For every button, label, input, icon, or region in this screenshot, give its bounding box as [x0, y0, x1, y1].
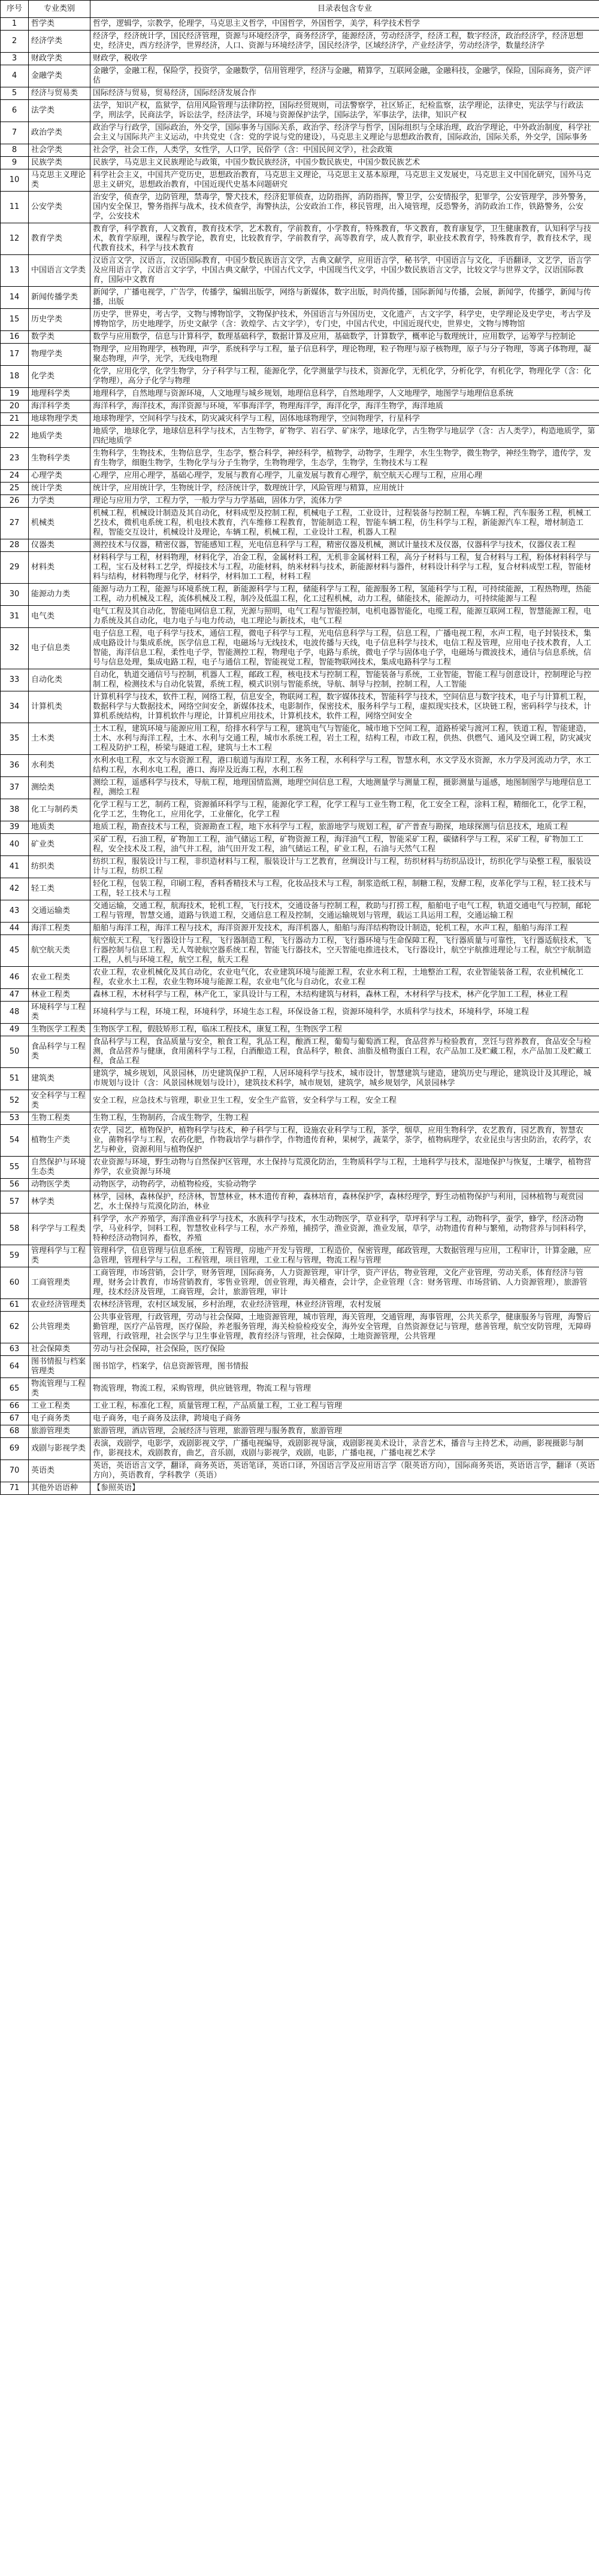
- row-category: 食品科学与工程类: [29, 1036, 90, 1068]
- row-number: 27: [1, 508, 29, 539]
- row-number: 36: [1, 755, 29, 777]
- table-row: [1, 723, 599, 755]
- row-majors: 经济学，经济统计学，国民经济管理，资源与环境经济学，商务经济学，能源经济，劳动经济学，经济工程，数字经济，政治经济学，经济思想史，经济史，西方经济学，世界经济，人口、资源与环境经济学，国民经济学，区域经济学，产业经济学，劳动经济学，数量经济学: [90, 31, 599, 53]
- table-row: [1, 1299, 599, 1312]
- row-number: 51: [1, 1068, 29, 1090]
- row-category: 地球物理学类: [29, 413, 90, 426]
- row-category: 计算机类: [29, 691, 90, 723]
- table-row: [1, 669, 599, 691]
- row-majors: 公共事业管理，行政管理，劳动与社会保障，土地资源管理，城市管理，海关管理，交通管理，海事管理，公共关系学，健康服务与管理，海警后勤管理，医疗产品管理，医疗保险，养老服务管理，海关检验检疫安全，海外安全管理，自然资源登记与管理，慈善管理，航空安防管理，无障碍管理，行政管理，社会医学与卫生事业管理，教育经济与管理，社会保障，土地资源管理，公共管理: [90, 1312, 599, 1343]
- row-category: 轻工类: [29, 878, 90, 900]
- row-number: 70: [1, 1460, 29, 1482]
- table-row: [1, 366, 599, 388]
- row-majors: 土木工程，建筑环境与能源应用工程，给排水科学与工程，建筑电气与智能化，城市地下空间工程，道路桥梁与渡河工程，铁道工程，智能建造，土木、水利与海洋工程，土木、水利与交通工程，城市水系统工程，岩土工程，结构工程，市政工程，供热、供燃气、通风及空调工程，防灾减灾工程及防护工程，桥梁与隧道工程，建筑与土木工程: [90, 723, 599, 755]
- header-majors: 目录表包含专业: [90, 1, 599, 18]
- row-number: 48: [1, 1002, 29, 1024]
- row-majors: 哲学，逻辑学，宗教学，伦理学，马克思主义哲学，中国哲学，外国哲学，美学，科学技术哲学: [90, 18, 599, 31]
- row-category: 心理学类: [29, 470, 90, 483]
- row-category: 林学类: [29, 1191, 90, 1213]
- row-majors: 历史学，世界史，考古学，文物与博物馆学，文物保护技术，外国语言与外国历史，文化遗产，古文字学，科学史，史学理论及史学史，考古学及博物馆学，历史地理学，历史文献学（含：敦煌学、古文字学），专门史，中国古代史，中国近现代史，世界史，文物与博物馆: [90, 309, 599, 331]
- row-majors: 心理学，应用心理学，基础心理学，发展与教育心理学，儿童发展与教育心理学，航空航天心理与工程，应用心理: [90, 470, 599, 483]
- table-row: [1, 1112, 599, 1125]
- table-row: [1, 1245, 599, 1267]
- row-number: 28: [1, 539, 29, 552]
- row-number: 37: [1, 777, 29, 799]
- row-category: 电子信息类: [29, 628, 90, 669]
- table-row: [1, 1312, 599, 1343]
- row-number: 34: [1, 691, 29, 723]
- table-row: [1, 1356, 599, 1378]
- row-category: 交通运输类: [29, 900, 90, 923]
- row-category: 地质学类: [29, 426, 90, 448]
- row-category: 工业工程类: [29, 1400, 90, 1413]
- row-number: 46: [1, 967, 29, 989]
- table-row: [1, 539, 599, 552]
- row-majors: 数学与应用数学，信息与计算科学，数理基础科学，数据计算及应用，基础数学，计算数学，概率论与数理统计，应用数学，运筹学与控制论: [90, 331, 599, 344]
- row-number: 40: [1, 834, 29, 856]
- row-majors: 民族学，马克思主义民族理论与政策，中国少数民族经济，中国少数民族史，中国少数民族艺术: [90, 157, 599, 169]
- row-majors: 科学学，水产养殖学，海洋渔业科学与技术，水族科学与技术，水生动物医学，草业科学，草坪科学与工程，动物科学，蚕学，蜂学，经济动物学，马业科学，饲料工程，智慧牧业科学与工程，水产养殖，捕捞学，渔业资源，渔业发展，草学，动物遗传育种与繁殖，动物营养与饲料科学，特种经济动物饲养，畜牧，养殖: [90, 1213, 599, 1245]
- row-majors: 农林经济管理，农村区域发展，乡村治理，农业经济管理，林业经济管理，农村发展: [90, 1299, 599, 1312]
- row-category: 电气类: [29, 606, 90, 628]
- row-majors: 测控技术与仪器，精密仪器，智能感知工程，光电信息科学与工程，精密仪器及机械，测试计量技术及仪器，仪器科学与技术，仪器仪表工程: [90, 539, 599, 552]
- row-category: 马克思主义理论类: [29, 169, 90, 192]
- row-number: 3: [1, 53, 29, 65]
- table-row: [1, 1425, 599, 1438]
- row-majors: 化学工程与工艺，制药工程，资源循环科学与工程，能源化学工程，化学工程与工业生物工程，化工安全工程，涂料工程，精细化工，化学工程，化学工艺，生物化工，应用化学，工业催化，化学工程: [90, 799, 599, 821]
- row-category: 经济学类: [29, 31, 90, 53]
- table-row: [1, 413, 599, 426]
- row-category: 自然保护与环境生态类: [29, 1157, 90, 1179]
- table-row: [1, 1213, 599, 1245]
- row-majors: 纺织工程，服装设计与工程，非织造材料与工程，服装设计与工艺教育，丝绸设计与工程，纺织材料与纺织品设计，纺织化学与染整工程，服装设计与工程，纺织工程: [90, 856, 599, 878]
- row-majors: 电子信息工程，电子科学与技术，通信工程，微电子科学与工程，光电信息科学与工程，信息工程，广播电视工程，水声工程，电子封装技术，集成电路设计与集成系统，医学信息工程，电磁场与无线技术，电波传播与天线，电子信息科学与技术，电信工程及管理，应用电子技术教育，人工智能，海洋信息工程，柔性电子学，智能测控工程，物理电子学，电路与系统，微电子学与固体电子学，电磁场与微波技术，通信与信息系统，信号与信息处理，集成电路工程，电子与通信工程，智能视觉工程，智能物联网技术，集成电路科学与工程: [90, 628, 599, 669]
- table-row: [1, 1157, 599, 1179]
- row-majors: 地理科学，自然地理与资源环境，人文地理与城乡规划，地理信息科学，自然地理学，人文地理学，地图学与地理信息系统: [90, 388, 599, 400]
- row-number: 15: [1, 309, 29, 331]
- row-majors: 农业工程，农业机械化及其自动化，农业电气化，农业建筑环境与能源工程，农业水利工程，土地整治工程，农业智能装备工程，农业机械化工程，农业水土工程，农业生物环境与能源工程，农业电气化与自动化，农业工程: [90, 967, 599, 989]
- table-row: [1, 1036, 599, 1068]
- row-number: 11: [1, 192, 29, 223]
- table-row: [1, 989, 599, 1002]
- table-row: [1, 755, 599, 777]
- row-majors: 轻化工程，包装工程，印刷工程，香料香精技术与工程，化妆品技术与工程，制浆造纸工程，制糖工程，发酵工程，皮革化学与工程，轻工技术与工程，轻工技术与工程: [90, 878, 599, 900]
- table-row: [1, 935, 599, 967]
- row-number: 67: [1, 1413, 29, 1425]
- row-majors: 劳动与社会保障，社会保险，医疗保险: [90, 1343, 599, 1356]
- table-row: [1, 900, 599, 923]
- row-category: 动物医学类: [29, 1179, 90, 1191]
- row-category: 图书情报与档案管理类: [29, 1356, 90, 1378]
- row-majors: 化学，应用化学，化学生物学，分子科学与工程，能源化学，化学测量学与技术，资源化学，无机化学，分析化学，有机化学，物理化学（含：化学物理），高分子化学与物理: [90, 366, 599, 388]
- row-category: 林业工程类: [29, 989, 90, 1002]
- row-majors: 治安学，侦查学，边防管理，禁毒学，警犬技术，经济犯罪侦查，边防指挥，消防指挥，警卫学，公安情报学，犯罪学，公安管理学，涉外警务，国内安全保卫，警务指挥与战术，技术侦查学，海警执法，公安政治工作，移民管理，出入境管理，反恐警务，消防政治工作，铁路警务，公安学，公安技术: [90, 192, 599, 223]
- row-category: 物流管理与工程类: [29, 1378, 90, 1400]
- row-majors: 生物医学工程，假肢矫形工程，临床工程技术，康复工程，生物医学工程: [90, 1024, 599, 1036]
- row-number: 44: [1, 923, 29, 935]
- table-row: [1, 344, 599, 366]
- row-number: 66: [1, 1400, 29, 1413]
- row-category: 地质类: [29, 821, 90, 834]
- header-category: 专业类别: [29, 1, 90, 18]
- row-category: 社会学类: [29, 144, 90, 157]
- row-majors: 统计学，应用统计学，生物统计学，经济统计学，数理统计学，风险管理与精算，应用统计: [90, 483, 599, 495]
- row-majors: 食品科学与工程，食品质量与安全，粮食工程，乳品工程，酿酒工程，葡萄与葡萄酒工程，食品营养与检验教育，烹饪与营养教育，食品安全与检测，食品营养与健康，食用菌科学与工程，白酒酿造工程，食品科学，粮食、油脂及植物蛋白工程，农产品加工及贮藏工程，水产品加工及贮藏工程，食品工程: [90, 1036, 599, 1068]
- row-number: 30: [1, 584, 29, 606]
- row-category: 教育学类: [29, 223, 90, 255]
- row-category: 地理科学类: [29, 388, 90, 400]
- row-number: 47: [1, 989, 29, 1002]
- row-majors: 林学，园林，森林保护，经济林，智慧林业，林木遗传育种，森林培育，森林保护学，森林经理学，野生动植物保护与利用，园林植物与观赏园艺，水土保持与荒漠化防治，林业: [90, 1191, 599, 1213]
- row-category: 经济与贸易类: [29, 87, 90, 100]
- table-row: [1, 144, 599, 157]
- row-majors: 农业资源与环境，野生动物与自然保护区管理，水土保持与荒漠化防治，生物质科学与工程，土地科学与技术，湿地保护与恢复，土壤学，植物营养学，农业资源与环境: [90, 1157, 599, 1179]
- table-row: [1, 628, 599, 669]
- row-majors: 森林工程，木材科学与工程，林产化工，家具设计与工程，木结构建筑与材料，森林工程，木材科学与技术，林产化学加工工程，林业工程: [90, 989, 599, 1002]
- row-majors: 生物科学，生物技术，生物信息学，生态学，整合科学，神经科学，植物学，动物学，生理学，水生生物学，微生物学，神经生物学，遗传学，发育生物学，细胞生物学，生物化学与分子生物学，生物物理学，生态学，生物学，生物技术与工程: [90, 448, 599, 470]
- row-number: 2: [1, 31, 29, 53]
- row-majors: 农学，园艺，植物保护，植物科学与技术，种子科学与工程，设施农业科学与工程，茶学，烟草，应用生物科学，农艺教育，园艺教育，智慧农业，菌物科学与工程，农药化肥，作物栽培学与耕作学，作物遗传育种，果树学，蔬菜学，茶学，植物病理学，农业昆虫与害虫防治，农药学，农艺与种业，资源利用与植物保护: [90, 1125, 599, 1157]
- row-majors: 政治学与行政学，国际政治，外交学，国际事务与国际关系，政治学、经济学与哲学，国际组织与全球治理，政治学理论，中外政治制度，科学社会主义与国际共产主义运动，中共党史（含：党的学说与党的建设），马克思主义理论与思想政治教育，国际政治，国际关系，外交学，国际事务: [90, 122, 599, 144]
- row-majors: 建筑学，城乡规划，风景园林，历史建筑保护工程，人居环境科学与技术，城市设计，智慧建筑与建造，建筑历史与理论，建筑设计及其理论，城市规划与设计（含：风景园林规划与设计），建筑技术科学，城市规划，建筑学，城乡规划学，风景园林学: [90, 1068, 599, 1090]
- row-number: 52: [1, 1090, 29, 1112]
- row-number: 24: [1, 470, 29, 483]
- row-number: 16: [1, 331, 29, 344]
- table-row: [1, 1267, 599, 1299]
- table-row: [1, 157, 599, 169]
- row-number: 62: [1, 1312, 29, 1343]
- table-row: [1, 552, 599, 584]
- row-majors: 航空航天工程，飞行器设计与工程，飞行器制造工程，飞行器动力工程，飞行器环境与生命保障工程，飞行器质量与可靠性，飞行器适航技术，飞行器控制与信息工程，无人驾驶航空器系统工程，智能飞行器技术，空天智能电推进技术，飞行器设计，航空宇航推进理论与工程，航空宇航制造工程，人机与环境工程，航空工程，航天工程: [90, 935, 599, 967]
- row-category: 戏剧与影视学类: [29, 1438, 90, 1460]
- row-number: 43: [1, 900, 29, 923]
- row-number: 13: [1, 255, 29, 287]
- row-category: 统计学类: [29, 483, 90, 495]
- row-majors: 地质学，地球化学，地球信息科学与技术，古生物学，矿物学、岩石学、矿床学，地球化学，古生物学与地层学（含：古人类学），构造地质学，第四纪地质学: [90, 426, 599, 448]
- row-category: 生物医学工程类: [29, 1024, 90, 1036]
- row-category: 法学类: [29, 100, 90, 122]
- table-row: [1, 495, 599, 508]
- table-row: [1, 169, 599, 192]
- row-majors: 交通运输，交通工程，航海技术，轮机工程，飞行技术，交通设备与控制工程，救助与打捞工程，船舶电子电气工程，轨道交通电气与控制，邮轮工程与管理，智慧交通，道路与铁道工程，交通信息工程及控制，交通运输规划与管理，载运工具运用工程，交通运输工程: [90, 900, 599, 923]
- row-majors: 测绘工程，遥感科学与技术，导航工程，地理国情监测，地理空间信息工程，大地测量学与测量工程，摄影测量与遥感，地图制图学与地理信息工程，测绘工程: [90, 777, 599, 799]
- row-number: 29: [1, 552, 29, 584]
- row-number: 5: [1, 87, 29, 100]
- row-number: 6: [1, 100, 29, 122]
- row-category: 建筑类: [29, 1068, 90, 1090]
- table-row: [1, 799, 599, 821]
- row-majors: 金融学，金融工程，保险学，投资学，金融数学，信用管理学，经济与金融，精算学，互联网金融，金融科技，金融学，保险，国际商务，资产评估: [90, 65, 599, 87]
- table-row: [1, 508, 599, 539]
- table-row: [1, 1068, 599, 1090]
- row-category: 民族学类: [29, 157, 90, 169]
- row-majors: 法学，知识产权，监狱学，信用风险管理与法律防控，国际经贸规则，司法警察学，社区矫正，纪检监察，法学理论，法律史，宪法学与行政法学，刑法学，民商法学，诉讼法学，经济法学，环境与资源保护法学，国际法学，军事法学，法律，知识产权: [90, 100, 599, 122]
- table-row: [1, 65, 599, 87]
- row-number: 31: [1, 606, 29, 628]
- row-number: 26: [1, 495, 29, 508]
- row-number: 60: [1, 1267, 29, 1299]
- row-number: 1: [1, 18, 29, 31]
- row-number: 71: [1, 1482, 29, 1495]
- row-category: 海洋工程类: [29, 923, 90, 935]
- row-number: 18: [1, 366, 29, 388]
- table-row: [1, 967, 599, 989]
- row-majors: 生物工程，生物制药，合成生物学，生物工程: [90, 1112, 599, 1125]
- row-category: 纺织类: [29, 856, 90, 878]
- row-number: 45: [1, 935, 29, 967]
- row-category: 测绘类: [29, 777, 90, 799]
- table-row: [1, 388, 599, 400]
- row-category: 电子商务类: [29, 1413, 90, 1425]
- table-row: [1, 834, 599, 856]
- header-row: [1, 1, 599, 18]
- row-category: 英语类: [29, 1460, 90, 1482]
- row-number: 39: [1, 821, 29, 834]
- row-category: 科学学与工程类: [29, 1213, 90, 1245]
- table-row: [1, 223, 599, 255]
- row-category: 安全科学与工程类: [29, 1090, 90, 1112]
- table-row: [1, 400, 599, 413]
- table-row: [1, 1343, 599, 1356]
- row-category: 农业经济管理类: [29, 1299, 90, 1312]
- row-category: 公安学类: [29, 192, 90, 223]
- row-category: 航空航天类: [29, 935, 90, 967]
- row-majors: 新闻学，广播电视学，广告学，传播学，编辑出版学，网络与新媒体，数字出版，时尚传播，国际新闻与传播，会展，新闻学，传播学，新闻与传播，出版: [90, 287, 599, 309]
- row-category: 生物科学类: [29, 448, 90, 470]
- table-row: [1, 1179, 599, 1191]
- row-majors: 动物医学，动物药学，动植物检疫，实验动物学: [90, 1179, 599, 1191]
- row-majors: 船舶与海洋工程，海洋工程与技术，海洋资源开发技术，海洋机器人，船舶与海洋结构物设计制造，轮机工程，水声工程，船舶与海洋工程: [90, 923, 599, 935]
- row-number: 19: [1, 388, 29, 400]
- row-majors: 财政学，税收学: [90, 53, 599, 65]
- table-row: [1, 53, 599, 65]
- header-number: 序号: [1, 1, 29, 18]
- row-majors: 科学社会主义，中国共产党历史，思想政治教育，马克思主义理论，马克思主义基本原理，马克思主义发展史，马克思主义中国化研究，国外马克思主义研究，思想政治教育，中国近现代史基本问题研究: [90, 169, 599, 192]
- row-category: 能源动力类: [29, 584, 90, 606]
- table-row: [1, 1460, 599, 1482]
- row-majors: 电气工程及其自动化，智能电网信息工程，光源与照明，电气工程与智能控制，电机电器智能化，电缆工程，能源互联网工程，智慧能源工程，电力系统及其自动化，电力电子与电力传动，电工理论与新技术，电气工程: [90, 606, 599, 628]
- row-number: 59: [1, 1245, 29, 1267]
- row-category: 社会保障类: [29, 1343, 90, 1356]
- row-number: 58: [1, 1213, 29, 1245]
- row-number: 56: [1, 1179, 29, 1191]
- row-majors: 理论与应用力学，工程力学，一般力学与力学基础，固体力学，流体力学: [90, 495, 599, 508]
- row-category: 力学类: [29, 495, 90, 508]
- row-category: 材料类: [29, 552, 90, 584]
- row-number: 33: [1, 669, 29, 691]
- row-majors: 管理科学，信息管理与信息系统，工程管理，房地产开发与管理，工程造价，保密管理，邮政管理，大数据管理与应用，工程审计，计算金融，应急管理，管理科学与工程，工程管理，项目管理，工业工程与管理，物流工程与管理: [90, 1245, 599, 1267]
- table-row: [1, 1191, 599, 1213]
- row-category: 海洋科学类: [29, 400, 90, 413]
- table-row: [1, 1090, 599, 1112]
- row-number: 23: [1, 448, 29, 470]
- table-row: [1, 856, 599, 878]
- row-majors: 英语，英语语言文学，翻译，商务英语，英语笔译，英语口译，外国语言学及应用语言学（限英语方向），国际商务英语，英语语言学，翻译（英语方向），英语教育，学科教学（英语）: [90, 1460, 599, 1482]
- table-row: [1, 18, 599, 31]
- table-row: [1, 470, 599, 483]
- row-majors: 地球物理学，空间科学与技术，防灾减灾科学与工程，固体地球物理学，空间物理学，行星科学: [90, 413, 599, 426]
- row-majors: 国际经济与贸易，贸易经济，国际经济发展合作: [90, 87, 599, 100]
- row-category: 新闻传播学类: [29, 287, 90, 309]
- row-number: 41: [1, 856, 29, 878]
- row-number: 9: [1, 157, 29, 169]
- row-majors: 【参照英语】: [90, 1482, 599, 1495]
- table-row: [1, 448, 599, 470]
- row-category: 金融学类: [29, 65, 90, 87]
- row-category: 自动化类: [29, 669, 90, 691]
- table-row: [1, 1024, 599, 1036]
- row-category: 仪器类: [29, 539, 90, 552]
- row-category: 管理科学与工程类: [29, 1245, 90, 1267]
- row-category: 财政学类: [29, 53, 90, 65]
- row-majors: 表演，戏剧学，电影学，戏剧影视文学，广播电视编导，戏剧影视导演，戏剧影视美术设计，录音艺术，播音与主持艺术，动画，影视摄影与制作，影视技术，戏剧教育，曲艺，音乐剧，戏剧与影视学，戏剧，电影，广播电视，广播电视艺术学: [90, 1438, 599, 1460]
- row-majors: 物流管理，物流工程，采购管理，供应链管理，物流工程与管理: [90, 1378, 599, 1400]
- table-row: [1, 606, 599, 628]
- row-category: 旅游管理类: [29, 1425, 90, 1438]
- row-number: 50: [1, 1036, 29, 1068]
- row-majors: 环境科学与工程，环境工程，环境科学，环境生态工程，环保设备工程，资源环境科学，水质科学与技术，环境科学，环境工程: [90, 1002, 599, 1024]
- row-category: 农业工程类: [29, 967, 90, 989]
- row-category: 矿业类: [29, 834, 90, 856]
- table-row: [1, 122, 599, 144]
- table-row: [1, 821, 599, 834]
- table-row: [1, 1482, 599, 1495]
- row-category: 化工与制药类: [29, 799, 90, 821]
- row-majors: 旅游管理，酒店管理，会展经济与管理，旅游管理与服务教育，旅游管理: [90, 1425, 599, 1438]
- row-number: 61: [1, 1299, 29, 1312]
- table-row: [1, 426, 599, 448]
- row-number: 68: [1, 1425, 29, 1438]
- table-row: [1, 1378, 599, 1400]
- row-category: 水利类: [29, 755, 90, 777]
- row-category: 环境科学与工程类: [29, 1002, 90, 1024]
- row-number: 21: [1, 413, 29, 426]
- table-row: [1, 777, 599, 799]
- row-majors: 地质工程，勘查技术与工程，资源勘查工程，地下水科学与工程，旅游地学与规划工程，矿产普查与勘探，地球探测与信息技术，地质工程: [90, 821, 599, 834]
- table-row: [1, 309, 599, 331]
- row-category: 物理学类: [29, 344, 90, 366]
- table-row: [1, 1400, 599, 1413]
- row-category: 历史学类: [29, 309, 90, 331]
- table-row: [1, 331, 599, 344]
- row-number: 38: [1, 799, 29, 821]
- row-number: 12: [1, 223, 29, 255]
- row-number: 32: [1, 628, 29, 669]
- row-category: 化学类: [29, 366, 90, 388]
- row-majors: 自动化，轨道交通信号与控制，机器人工程，邮政工程，核电技术与控制工程，智能装备与系统，工业智能，智能工程与创意设计，控制理论与控制工程，检测技术与自动化装置，系统工程，模式识别与智能系统，导航、制导与控制，控制工程，人工智能: [90, 669, 599, 691]
- table-row: [1, 100, 599, 122]
- row-majors: 采矿工程，石油工程，矿物加工工程，油气储运工程，矿物资源工程，海洋油气工程，智能采矿工程，碳储科学与工程，采矿工程，矿物加工工程，安全技术及工程，油气井工程，油气田开发工程，油气储运工程，矿业工程，石油与天然气工程: [90, 834, 599, 856]
- row-majors: 能源与动力工程，能源与环境系统工程，新能源科学与工程，储能科学与工程，能源服务工程，氢能科学与工程，可持续能源，工程热物理，热能工程，动力机械及工程，流体机械及工程，制冷及低温工程，化工过程机械，动力工程，储能技术，能源动力，可持续能源与工程: [90, 584, 599, 606]
- row-number: 14: [1, 287, 29, 309]
- row-number: 65: [1, 1378, 29, 1400]
- row-number: 7: [1, 122, 29, 144]
- row-majors: 海洋科学，海洋技术，海洋资源与环境，军事海洋学，物理海洋学，海洋化学，海洋生物学，海洋地质: [90, 400, 599, 413]
- row-number: 25: [1, 483, 29, 495]
- row-category: 数学类: [29, 331, 90, 344]
- row-number: 54: [1, 1125, 29, 1157]
- row-number: 35: [1, 723, 29, 755]
- table-row: [1, 923, 599, 935]
- row-majors: 工业工程，标准化工程，质量管理工程，产品质量工程，工业工程与管理: [90, 1400, 599, 1413]
- row-majors: 计算机科学与技术，软件工程，网络工程，信息安全，物联网工程，数字媒体技术，智能科学与技术，空间信息与数字技术，电子与计算机工程，数据科学与大数据技术，网络空间安全，新媒体技术，电影制作，保密技术，服务科学与工程，虚拟现实技术，区块链工程，密码科学与技术，计算机系统结构，计算机软件与理论，计算机应用技术，计算机技术，软件工程，网络空间安全: [90, 691, 599, 723]
- row-majors: 物理学，应用物理学，核物理，声学，系统科学与工程，量子信息科学，理论物理，粒子物理与原子核物理，原子与分子物理，等离子体物理，凝聚态物理，声学，光学，无线电物理: [90, 344, 599, 366]
- row-majors: 电子商务，电子商务及法律，跨境电子商务: [90, 1413, 599, 1425]
- table-row: [1, 691, 599, 723]
- row-number: 42: [1, 878, 29, 900]
- table-row: [1, 87, 599, 100]
- table-row: [1, 31, 599, 53]
- row-majors: 图书馆学，档案学，信息资源管理，图书情报: [90, 1356, 599, 1378]
- table-row: [1, 1413, 599, 1425]
- row-number: 49: [1, 1024, 29, 1036]
- row-category: 土木类: [29, 723, 90, 755]
- row-category: 哲学类: [29, 18, 90, 31]
- table-row: [1, 878, 599, 900]
- row-category: 其他外语语种: [29, 1482, 90, 1495]
- row-number: 20: [1, 400, 29, 413]
- table-row: [1, 1002, 599, 1024]
- row-number: 4: [1, 65, 29, 87]
- row-category: 政治学类: [29, 122, 90, 144]
- row-category: 工商管理类: [29, 1267, 90, 1299]
- row-majors: 教育学，科学教育，人文教育，教育技术学，艺术教育，学前教育，小学教育，特殊教育，华文教育，教育康复学，卫生健康教育，认知科学与技术，教育学原理，课程与教学论，教育史，比较教育学，学前教育学，高等教育学，成人教育学，职业技术教育学，特殊教育学，教育技术学，现代教育技术，科学与技术教育: [90, 223, 599, 255]
- row-number: 55: [1, 1157, 29, 1179]
- row-number: 22: [1, 426, 29, 448]
- row-number: 69: [1, 1438, 29, 1460]
- row-majors: 社会学，社会工作，人类学，女性学，人口学，民俗学（含：中国民间文学），社会政策: [90, 144, 599, 157]
- row-category: 公共管理类: [29, 1312, 90, 1343]
- row-number: 64: [1, 1356, 29, 1378]
- table-row: [1, 1125, 599, 1157]
- table-row: [1, 255, 599, 287]
- row-majors: 安全工程，应急技术与管理，职业卫生工程，安全生产监管，安全科学与工程，安全工程: [90, 1090, 599, 1112]
- row-category: 中国语言文学类: [29, 255, 90, 287]
- row-number: 63: [1, 1343, 29, 1356]
- table-row: [1, 1438, 599, 1460]
- table-row: [1, 483, 599, 495]
- table-row: [1, 287, 599, 309]
- table-row: [1, 584, 599, 606]
- row-number: 8: [1, 144, 29, 157]
- row-majors: 汉语言文学，汉语言，汉语国际教育，中国少数民族语言文学，古典文献学，应用语言学，秘书学，中国语言与文化，手语翻译，文艺学，语言学及应用语言学，汉语言文字学，中国古典文献学，中国古代文学，中国现当代文学，中国少数民族语言文学，比较文学与世界文学，汉语国际教育，国际中文教育: [90, 255, 599, 287]
- table-row: [1, 192, 599, 223]
- row-category: 机械类: [29, 508, 90, 539]
- row-majors: 材料科学与工程，材料物理，材料化学，冶金工程，金属材料工程，无机非金属材料工程，高分子材料与工程，复合材料与工程，粉体材料科学与工程，宝石及材料工艺学，焊接技术与工程，功能材料，纳米材料与技术，新能源材料与器件，材料设计科学与工程，复合材料成型工程，智能材料与结构，材料物理与化学，材料学，材料加工工程，材料工程: [90, 552, 599, 584]
- row-category: 植物生产类: [29, 1125, 90, 1157]
- row-number: 53: [1, 1112, 29, 1125]
- row-number: 57: [1, 1191, 29, 1213]
- row-majors: 工商管理，市场营销，会计学，财务管理，国际商务，人力资源管理，审计学，资产评估，物业管理，文化产业管理，劳动关系，体育经济与管理，财务会计教育，市场营销教育，零售业管理，创业管理，海关稽查，会计学，企业管理（含：财务管理、市场营销、人力资源管理），旅游管理，技术经济及管理，工商管理，会计，旅游管理，审计: [90, 1267, 599, 1299]
- row-number: 10: [1, 169, 29, 192]
- row-number: 17: [1, 344, 29, 366]
- row-category: 生物工程类: [29, 1112, 90, 1125]
- row-majors: 机械工程，机械设计制造及其自动化，材料成型及控制工程，机械电子工程，工业设计，过程装备与控制工程，车辆工程，汽车服务工程，机械工艺技术，微机电系统工程，机电技术教育，汽车维修工程教育，智能制造工程，智能车辆工程，仿生科学与工程，新能源汽车工程，增材制造工程，智能交互设计，机械设计及理论，车辆工程，机械工程，工业设计工程，机器人工程: [90, 508, 599, 539]
- row-majors: 水利水电工程，水文与水资源工程，港口航道与海岸工程，水务工程，水利科学与工程，智慧水利，水文学及水资源，水力学及河流动力学，水工结构工程，水利水电工程，港口、海岸及近海工程，水利工程: [90, 755, 599, 777]
